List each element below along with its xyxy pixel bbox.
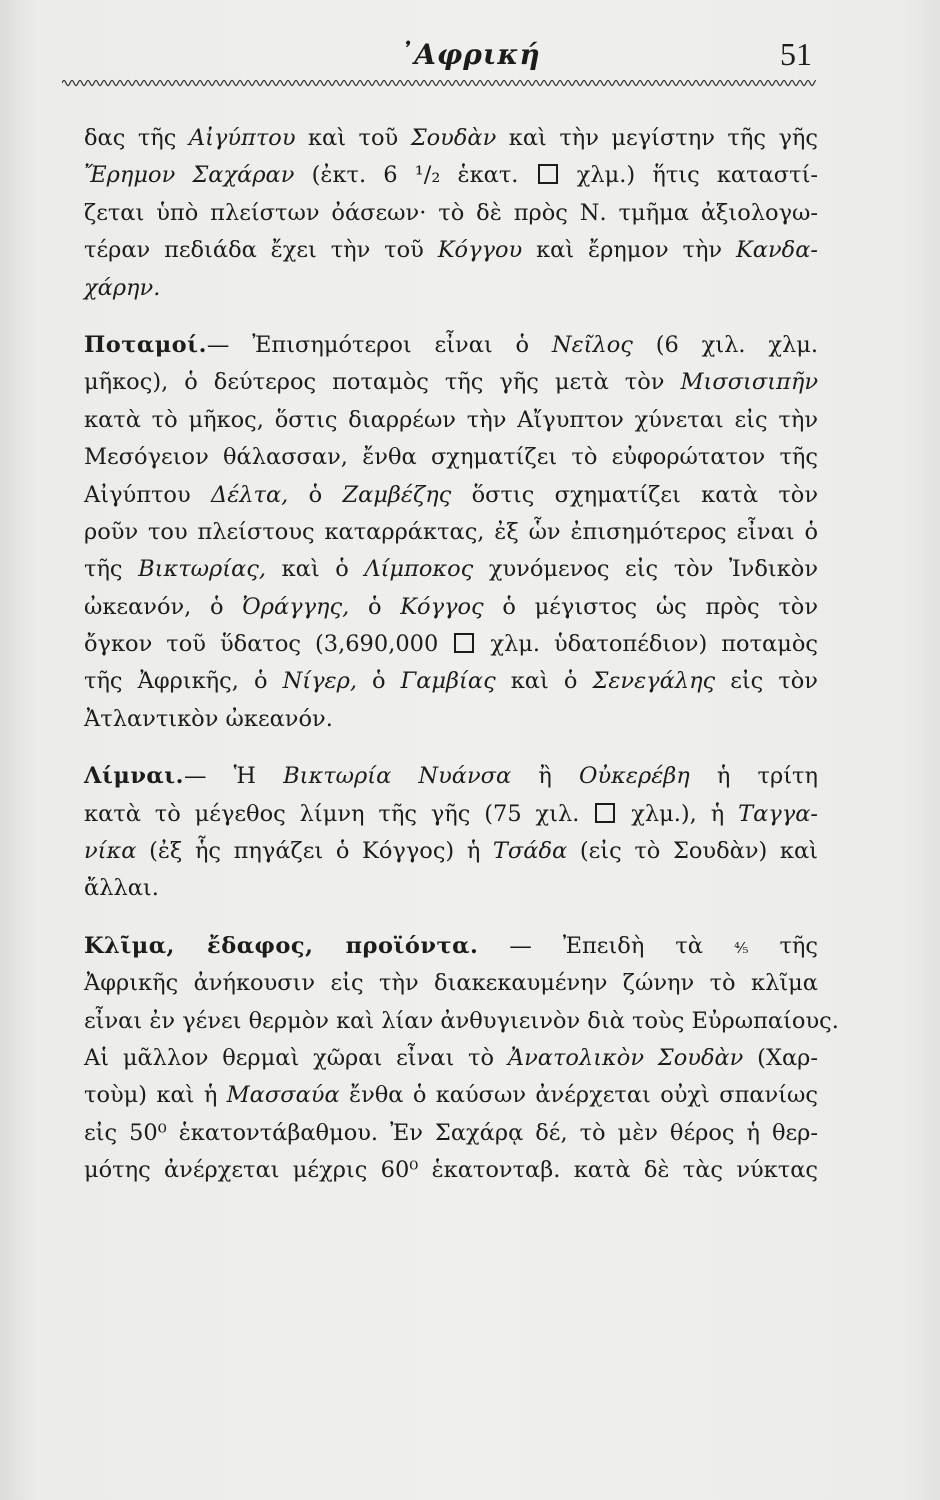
- text-line: [84, 796, 818, 833]
- text-run: Γαμβίας: [400, 668, 496, 695]
- text-run: νίκα: [84, 838, 137, 865]
- text-run: τῆς: [748, 932, 818, 959]
- text-run: κατὰ τὸ μῆκος, ὅστις διαρρέων τὴν Αἴγυπτον χύνεται εἰς τὴν: [84, 406, 818, 433]
- text-run: Αἰγύπτου: [84, 481, 211, 508]
- text-run: καὶ ἔρημον τὴν: [522, 237, 736, 264]
- text-run: Οὐκερέβη: [579, 763, 690, 790]
- square-symbol-icon: [538, 164, 558, 184]
- paragraph-gap: [84, 908, 818, 928]
- text-line: [84, 1003, 839, 1040]
- running-head: [0, 30, 940, 80]
- text-run: Ὀράγγης,: [242, 593, 350, 620]
- text-run: ὁ: [349, 593, 401, 620]
- text-run: Κόγγος: [400, 593, 484, 620]
- text-run: Ταγγα-: [738, 800, 818, 827]
- text-run: (Χαρ-: [743, 1044, 818, 1071]
- text-line: [84, 195, 818, 232]
- text-run: ὁ: [288, 481, 343, 508]
- square-symbol-icon: [595, 803, 615, 823]
- text-run: Τσάδα: [492, 838, 568, 865]
- text-run: ὄγκον τοῦ ὕδατος (3,690,000: [84, 631, 453, 658]
- text-run: Κόγγου: [437, 237, 523, 264]
- text-run: μῆκος), ὁ δεύτερος ποταμὸς τῆς γῆς μετὰ τὸν: [84, 369, 681, 396]
- text-run: χλμ.), ἡ: [617, 800, 739, 827]
- text-run: Ζαμβέζης: [342, 481, 452, 508]
- text-run: χλμ. ὑδατοπέδιον) ποταμὸς: [476, 631, 818, 658]
- text-run: (ἐκτ. 6 ¹/₂ ἑκατ.: [294, 162, 536, 189]
- text-run: (6 χιλ. χλμ.: [632, 331, 818, 358]
- text-run: κατὰ τὸ μέγεθος λίμνη τῆς γῆς (75 χιλ.: [84, 800, 594, 827]
- text-run: εἰς τὸν: [715, 668, 818, 695]
- text-line: [84, 1077, 818, 1114]
- text-run: Βικτωρία Νυάνσα: [283, 763, 512, 790]
- running-title: ᾿Αφρική: [399, 38, 541, 71]
- text-run: Λίμποκος: [364, 556, 474, 583]
- text-run: τέραν πεδιάδα ἔχει τὴν τοῦ: [84, 237, 438, 264]
- section-heading: Κλῖμα, ἔδαφος, προϊόντα.: [84, 932, 479, 959]
- text-run: (εἰς τὸ Σουδὰν) καὶ: [567, 838, 818, 865]
- text-run: Ἀνατολικὸν Σουδὰν: [507, 1044, 744, 1071]
- text-run: (ἐξ ἧς πηγάζει ὁ Κόγγος) ἡ: [136, 838, 493, 865]
- text-line: [84, 270, 818, 307]
- text-line: [84, 232, 818, 269]
- page-number: 51: [780, 36, 812, 72]
- text-run: — Ἡ: [183, 763, 284, 790]
- text-run: τοὺμ) καὶ ἡ: [84, 1082, 227, 1109]
- text-run: καὶ τὴν μεγίστην τῆς γῆς: [496, 125, 818, 151]
- fraction: ⁴⁄₅: [733, 938, 749, 957]
- text-run: Σουδὰν: [410, 125, 497, 151]
- text-run: ροῦν του πλείστους καταρράκτας, ἐξ ὧν ἐπισημότερος εἶναι ὁ: [84, 518, 818, 545]
- text-run: ὠκεανόν, ὁ: [84, 593, 243, 620]
- text-run: ὅστις σχηματίζει κατὰ τὸν: [451, 481, 819, 508]
- text-run: Μασσαύα: [226, 1082, 340, 1109]
- text-run: Κανδα-: [735, 237, 818, 264]
- text-run: Αἰγύπτου: [188, 125, 296, 151]
- text-run: ἄλλαι.: [84, 875, 159, 902]
- text-line: [84, 157, 818, 194]
- text-line: [84, 663, 818, 700]
- text-line: [84, 1040, 818, 1077]
- text-run: ζεται ὑπὸ πλείστων ὀάσεων· τὸ δὲ πρὸς Ν. τμῆμα ἀξιολογω-: [84, 199, 818, 226]
- text-run: ὁ μέγιστος ὡς πρὸς τὸν: [483, 593, 819, 620]
- text-run: δας τῆς: [84, 125, 189, 151]
- text-line: [84, 551, 818, 588]
- section-heading: Ποταμοί.: [84, 331, 207, 358]
- text-run: χάρην.: [84, 274, 161, 301]
- text-run: ὁ: [356, 668, 401, 695]
- text-run: καὶ ὁ: [266, 556, 365, 583]
- text-run: καὶ ὁ: [495, 668, 593, 695]
- text-run: χλμ.) ἥτις καταστί-: [559, 162, 819, 189]
- text-line: [84, 402, 818, 439]
- text-run: Νίγερ,: [282, 668, 357, 695]
- text-run: Σενεγάλης: [592, 668, 716, 695]
- text-run: — Ἐπειδὴ τὰ: [478, 932, 734, 959]
- paragraph-gap: [84, 307, 818, 327]
- text-line: [84, 870, 818, 907]
- text-run: τῆς: [84, 556, 139, 583]
- text-run: Ἀτλαντικὸν ὠκεανόν.: [84, 705, 333, 732]
- text-run: χυνόμενος εἰς τὸν Ἰνδικὸν: [473, 556, 818, 583]
- text-line: [84, 701, 818, 738]
- section-heading: Λίμναι.: [84, 763, 184, 790]
- text-line: [84, 327, 818, 364]
- text-run: τῆς Ἀφρικῆς, ὁ: [84, 668, 283, 695]
- square-symbol-icon: [454, 633, 474, 653]
- text-line: [84, 626, 818, 663]
- text-run: Ἔρημον Σαχάραν: [84, 162, 295, 189]
- body-text: [84, 120, 839, 1190]
- text-run: ἡ τρίτη: [689, 763, 818, 790]
- text-line: [84, 928, 818, 965]
- text-line: [84, 1152, 818, 1189]
- text-run: καὶ τοῦ: [295, 125, 411, 151]
- text-run: εἰς 50⁰ ἑκατοντάβαθμου. Ἐν Σαχάρᾳ δέ, τὸ μὲν θέρος ἡ θερ-: [84, 1119, 818, 1146]
- text-run: — Ἐπισημότεροι εἶναι ὁ: [206, 331, 552, 358]
- text-run: Ἀφρικῆς ἀνήκουσιν εἰς τὴν διακεκαυμένην ζώνην τὸ κλῖμα: [84, 970, 818, 997]
- text-run: Βικτωρίας,: [138, 556, 267, 583]
- text-run: Μεσόγειον θάλασσαν, ἔνθα σχηματίζει τὸ εὐφορώτατον τῆς: [84, 444, 818, 471]
- text-line: [84, 364, 818, 401]
- text-run: μότης ἀνέρχεται μέχρις 60⁰ ἑκατονταβ. κατὰ δὲ τὰς νύκτας: [84, 1157, 818, 1184]
- text-run: Νεῖλος: [551, 331, 633, 358]
- text-run: Μισσισιπῆν: [680, 369, 818, 396]
- text-run: ἔνθα ὁ καύσων ἀνέρχεται οὐχὶ σπανίως: [339, 1082, 819, 1109]
- ornamental-rule: [62, 76, 816, 90]
- text-run: ἢ: [511, 763, 580, 790]
- text-line: [84, 120, 818, 157]
- text-line: [84, 1115, 818, 1152]
- text-line: [84, 965, 818, 1002]
- text-line: [84, 439, 818, 476]
- text-run: Αἱ μᾶλλον θερμαὶ χῶραι εἶναι τὸ: [84, 1044, 508, 1071]
- text-line: [84, 589, 818, 626]
- text-line: [84, 477, 818, 514]
- text-line: [84, 514, 818, 551]
- text-run: Δέλτα,: [210, 481, 289, 508]
- text-run: εἶναι ἐν γένει θερμὸν καὶ λίαν ἀνθυγιεινὸν διὰ τοὺς Εὐρωπαίους.: [84, 1007, 839, 1034]
- text-line: [84, 833, 818, 870]
- text-line: [84, 758, 818, 795]
- paragraph-gap: [84, 738, 818, 758]
